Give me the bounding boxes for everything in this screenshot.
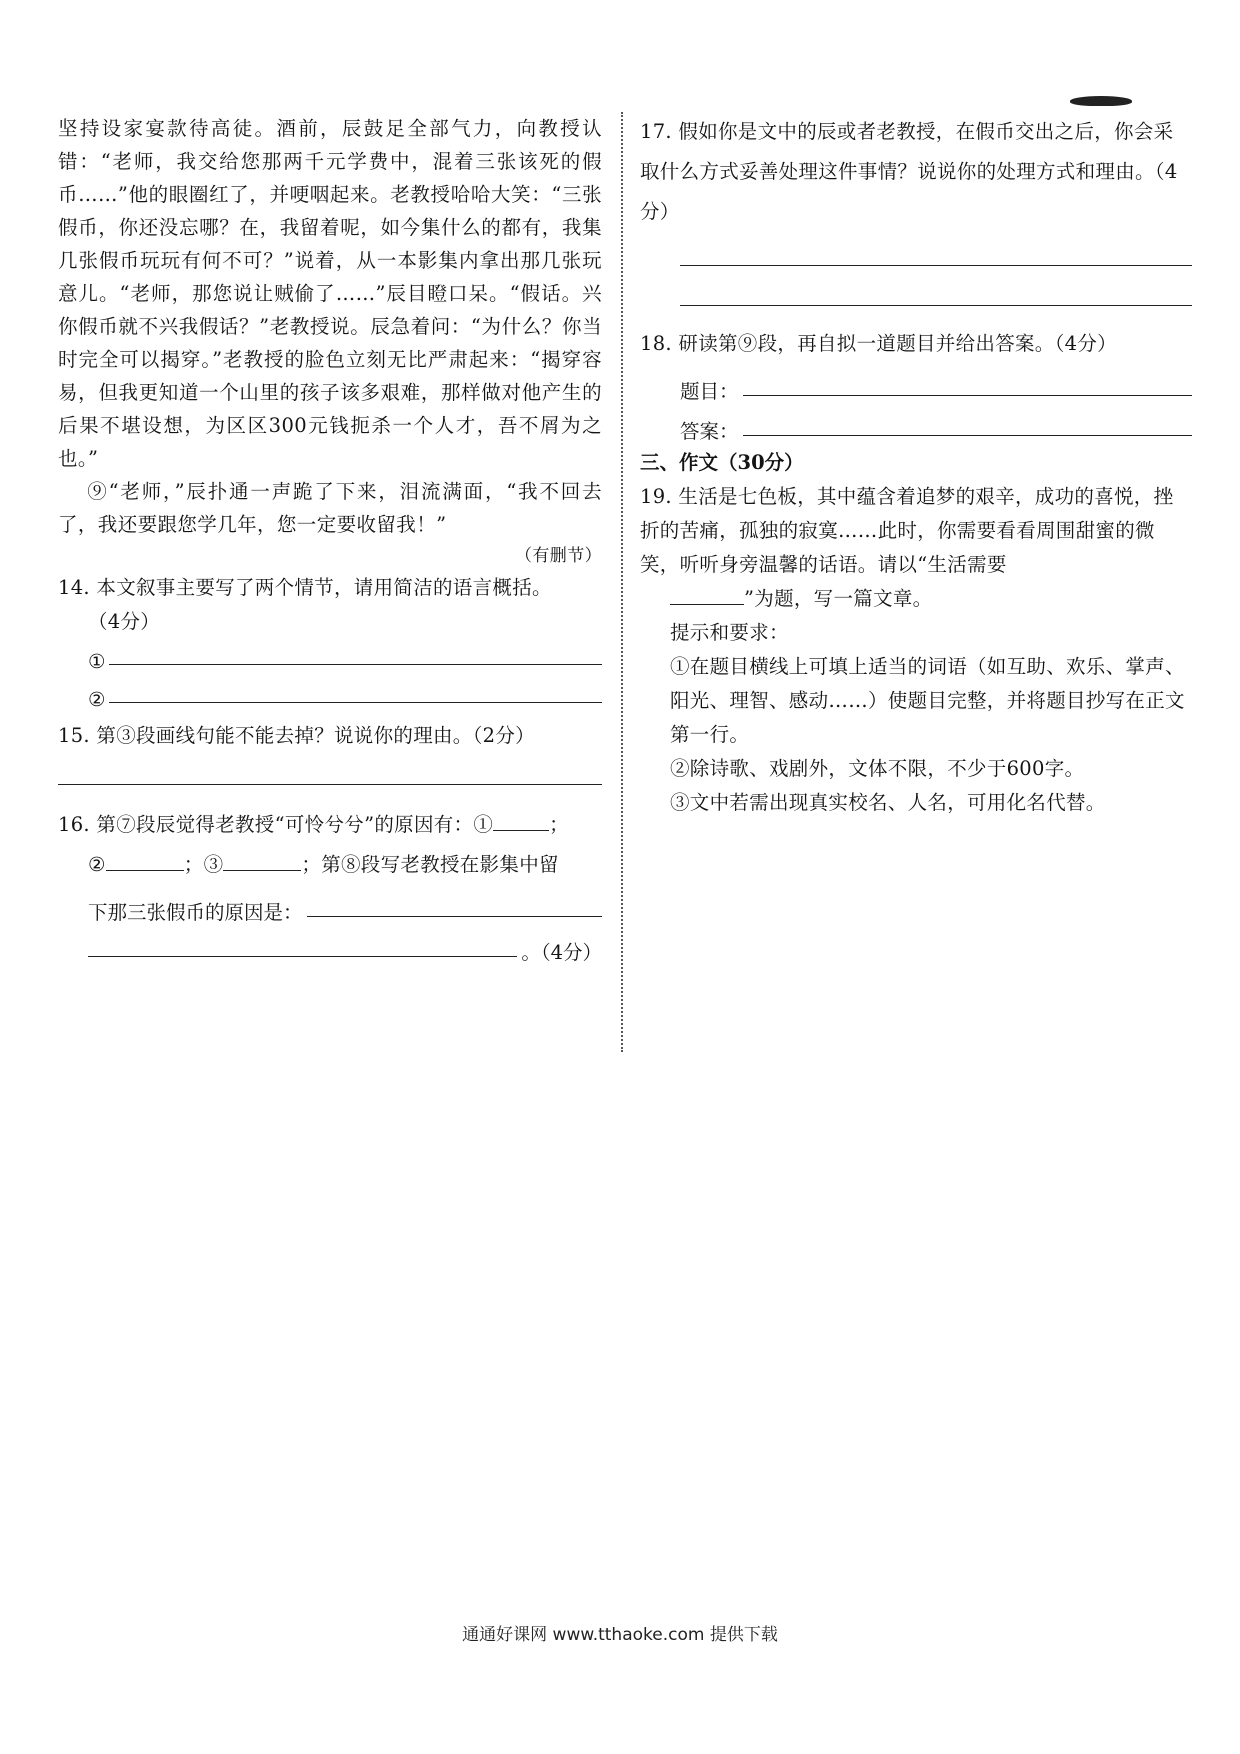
question-14-score: （4分） (88, 610, 161, 633)
q16-part-a: 16. 第⑦段辰觉得老教授“可怜兮兮”的原因有：① (58, 813, 494, 836)
q19-prompt-end: ”为题，写一篇文章。 (744, 587, 933, 610)
scan-mark (1070, 96, 1132, 106)
hint-2: ②除诗歌、戏剧外，文体不限，不少于600字。 (670, 757, 1085, 780)
q18-title-line[interactable] (743, 395, 1192, 396)
q14-answer-1[interactable] (58, 639, 602, 673)
q14-answer-line-2[interactable] (109, 702, 602, 703)
q19-title-blank[interactable] (670, 584, 744, 605)
question-18: 18. 研读第⑨段，再自拟一道题目并给出答案。（4分） (640, 332, 1117, 355)
right-column (640, 112, 1192, 820)
q16-answer-line-d[interactable] (88, 956, 517, 957)
story-paragraph: 坚持设家宴款待高徒。酒前，辰鼓足全部气力，向教授认错：“老师，我交给您那两千元学费中，混着三张该死的假币……”他的眼圈红了，并哽咽起来。老教授哈哈大笑：“三张假币，你还没忘哪？在，我留着呢，如今集什么的都有，我集几张假币玩玩有何不可？”说着，从一本影集内拿出那几张玩意儿。“老师，那您说让贼偷了……”辰目瞪口呆。“假话。兴你假币就不兴我假话？”老教授说。辰急着问：“为什么？你当时完全可以揭穿。”老教授的脸色立刻无比严肃起来：“揭穿容易，但我更知道一个山里的孩子该多艰难，那样做对他产生的后果不堪设想，为区区300元钱扼杀一个人才，吾不屑为之也。” (58, 117, 602, 470)
footer-credit: 通通好课网 www.tthaoke.com 提供下载 (462, 1625, 778, 1645)
q16-blank-3[interactable] (223, 850, 301, 871)
q14-mark-1: ① (88, 650, 106, 673)
q16-part-a-end: ； (549, 813, 569, 836)
q17-answer-2[interactable] (680, 272, 1192, 312)
question-16 (58, 805, 602, 845)
q19-prompt: 19. 生活是七色板，其中蕴含着追梦的艰辛，成功的喜悦，挫折的苦痛，孤独的寂寞……此时，你需要看看周围甜蜜的微笑，听听身旁温馨的话语。请以“生活需要 (640, 485, 1174, 576)
q16-blank-2[interactable] (106, 850, 184, 871)
composition-section-title: 三、作文（30分） (640, 451, 804, 474)
question-16-line2 (58, 845, 602, 885)
hint-title: 提示和要求： (670, 621, 789, 644)
q16-part-b3: ；第⑧段写老教授在影集中留 (301, 853, 559, 876)
q16-mark-2: ② (88, 853, 106, 876)
q18-answer-line[interactable] (743, 435, 1192, 436)
left-column (58, 112, 602, 965)
question-19 (640, 480, 1192, 582)
question-15: 15. 第③段画线句能不能去掉？说说你的理由。（2分） (58, 724, 535, 747)
source-note: （有删节） (515, 546, 602, 566)
q14-answer-2[interactable] (58, 677, 602, 711)
q18-title-label: 题目： (680, 380, 739, 403)
q15-answer[interactable] (58, 757, 602, 791)
q16-answer-d (58, 925, 602, 965)
hint-3: ③文中若需出现真实校名、人名，可用化名代替。 (670, 791, 1106, 814)
q17-answer-line-2[interactable] (680, 305, 1192, 306)
q17-answer-1[interactable] (680, 232, 1192, 272)
q16-score: 。（4分） (521, 941, 602, 964)
story-paragraph-9: ⑨“老师，”辰扑通一声跪了下来，泪流满面，“我不回去了，我还要跟您学几年，您一定要收留我！” (58, 480, 602, 536)
q18-answer-row (680, 404, 1192, 444)
q16-mark-3: ；③ (183, 853, 224, 876)
q16-part-c: 下那三张假币的原因是： (88, 901, 303, 924)
question-19-line2 (640, 582, 1192, 616)
q16-answer-c (58, 885, 602, 925)
q14-answer-line-1[interactable] (109, 664, 602, 665)
q16-answer-line-c[interactable] (307, 916, 602, 917)
q16-blank-1[interactable] (493, 810, 549, 831)
question-14: 14. 本文叙事主要写了两个情节，请用简洁的语言概括。 (58, 576, 552, 599)
question-17: 17. 假如你是文中的辰或者老教授，在假币交出之后，你会采取什么方式妥善处理这件事情？说说你的处理方式和理由。（4分） (640, 120, 1178, 223)
q14-mark-2: ② (88, 688, 106, 711)
q17-answer-line-1[interactable] (680, 265, 1192, 266)
column-divider (621, 112, 623, 1052)
q18-title-row (680, 364, 1192, 404)
hint-1: ①在题目横线上可填上适当的词语（如互助、欢乐、掌声、阳光、理智、感动……）使题目完整，并将题目抄写在正文第一行。 (670, 655, 1185, 746)
q15-answer-line[interactable] (58, 784, 602, 785)
q18-answer-label: 答案： (680, 420, 739, 443)
